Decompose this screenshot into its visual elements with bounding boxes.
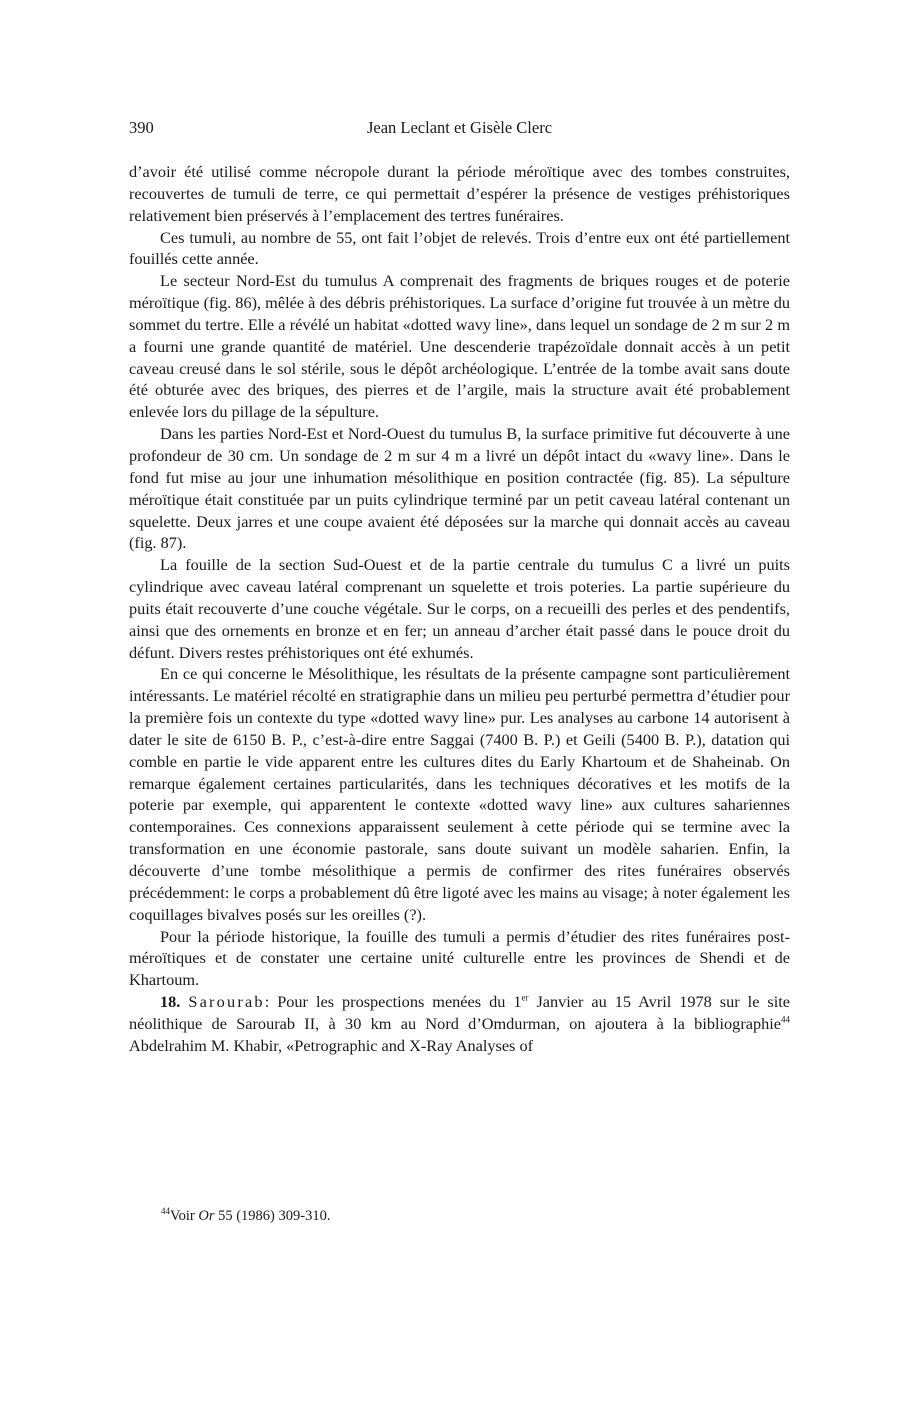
journal-abbreviation: Or: [198, 1208, 215, 1224]
footnote-text: 55 (1986) 309-310.: [214, 1208, 331, 1224]
footnote-number: 44: [161, 1206, 170, 1217]
page-number: 390: [129, 118, 154, 137]
paragraph: Ces tumuli, au nombre de 55, ont fait l’objet de relevés. Trois d’entre eux ont été partiellement fouillés cette année.: [129, 227, 790, 269]
section-number: 18.: [160, 992, 181, 1012]
page-header: [129, 118, 790, 140]
running-title: Jean Leclant et Gisèle Clerc: [366, 118, 553, 137]
section-text: : Pour les prospections menées du 1: [264, 992, 522, 1012]
footnote-reference: 44: [781, 1014, 790, 1025]
paragraph: d’avoir été utilisé comme nécropole durant la période méroïtique avec des tombes construites, recouvertes de tumuli de terre, ce qui permettait d’espérer la présence de vestiges préhistoriques relativement bien préservés à l’emplacement des tertres funéraires.: [129, 162, 790, 225]
body-text: [129, 161, 790, 1057]
paragraph: Le secteur Nord-Est du tumulus A comprenait des fragments de briques rouges et de poterie méroïtique (fig. 86), mêlée à des débris préhistoriques. La surface d’origine fut trouvée à un mètre du sommet du tertre. Elle a révélé un habitat «dotted wavy line», dans lequel un sondage de 2 m sur 2 m a fourni une grande quantité de matériel. Une descenderie trapézoïdale donnait accès à un petit caveau creusé dans le sol stérile, sous le dépôt archéologique. L’entrée de la tombe avait sans doute été obturée avec des briques, des pierres et de l’argile, mais la structure avait été probablement enlevée lors du pillage de la sépulture.: [129, 271, 790, 422]
paragraph: Dans les parties Nord-Est et Nord-Ouest du tumulus B, la surface primitive fut découverte à une profondeur de 30 cm. Un sondage de 2 m sur 4 m a livré un dépôt intact du «wavy line». Dans le fond fut mise au jour une inhumation mésolithique en position contractée (fig. 85). La sépulture méroïtique était constituée par un puits cylindrique terminé par un petit caveau latéral contenant un squelette. Deux jarres et une coupe avaient été déposées sur la marche qui donnait accès au caveau (fig. 87).: [129, 424, 790, 553]
paragraph: En ce qui concerne le Mésolithique, les résultats de la présente campagne sont particulièrement intéressants. Le matériel récolté en stratigraphie dans un milieu peu perturbé permettra d’étudier pour la première fois un contexte du type «dotted wavy line» pur. Les analyses au carbone 14 autorisent à dater le site de 6150 B. P., c’est-à-dire entre Saggai (7400 B. P.) et Geili (5400 B. P.), datation qui comble en partie le vide apparent entre les cultures dites du Early Khartoum et de Shaheinab. On remarque également certaines particularités, dans les techniques décoratives et les motifs de la poterie par exemple, qui apparentent le contexte «dotted wavy line» aux cultures sahariennes contemporaines. Ces connexions apparaissent seulement à cette période qui se termine avec la transformation en une économie pastorale, sans doute suivant un modèle saharien. Enfin, la découverte d’une tombe mésolithique a permis de confirmer des rites funéraires observés précédemment: le corps a probablement dû être ligoté avec les mains au visage; à noter également les coquillages bivalves posés sur les oreilles (?).: [129, 664, 790, 924]
superscript: er: [521, 992, 529, 1003]
footnote: [161, 1208, 330, 1225]
section-text: Abdelrahim M. Khabir, «Petrographic and X-Ray Analyses of: [129, 1035, 534, 1055]
section-18-paragraph: [129, 991, 790, 1057]
paragraph: La fouille de la section Sud-Ouest et de la partie centrale du tumulus C a livré un puits cylindrique avec caveau latéral comprenant un squelette et trois poteries. La partie supérieure du puits était recouverte d’une couche végétale. Sur le corps, on a recueilli des perles et des pendentifs, ainsi que des ornements en bronze et en fer; un anneau d’archer était passé dans le pouce droit du défunt. Divers restes préhistoriques ont été exhumés.: [129, 555, 790, 662]
site-name: Sarourab: [188, 992, 265, 1012]
section-text: Janvier au 15 Avril 1978 sur le site néolithique de Sarourab II, à 30 km au Nord d’Omdurman, on ajoutera à la bibliographie: [129, 992, 790, 1033]
footnote-text: Voir: [170, 1208, 199, 1224]
paragraph: Pour la période historique, la fouille des tumuli a permis d’étudier des rites funéraires post-méroïtiques et de constater une certaine unité culturelle entre les provinces de Shendi et de Khartoum.: [129, 926, 790, 990]
